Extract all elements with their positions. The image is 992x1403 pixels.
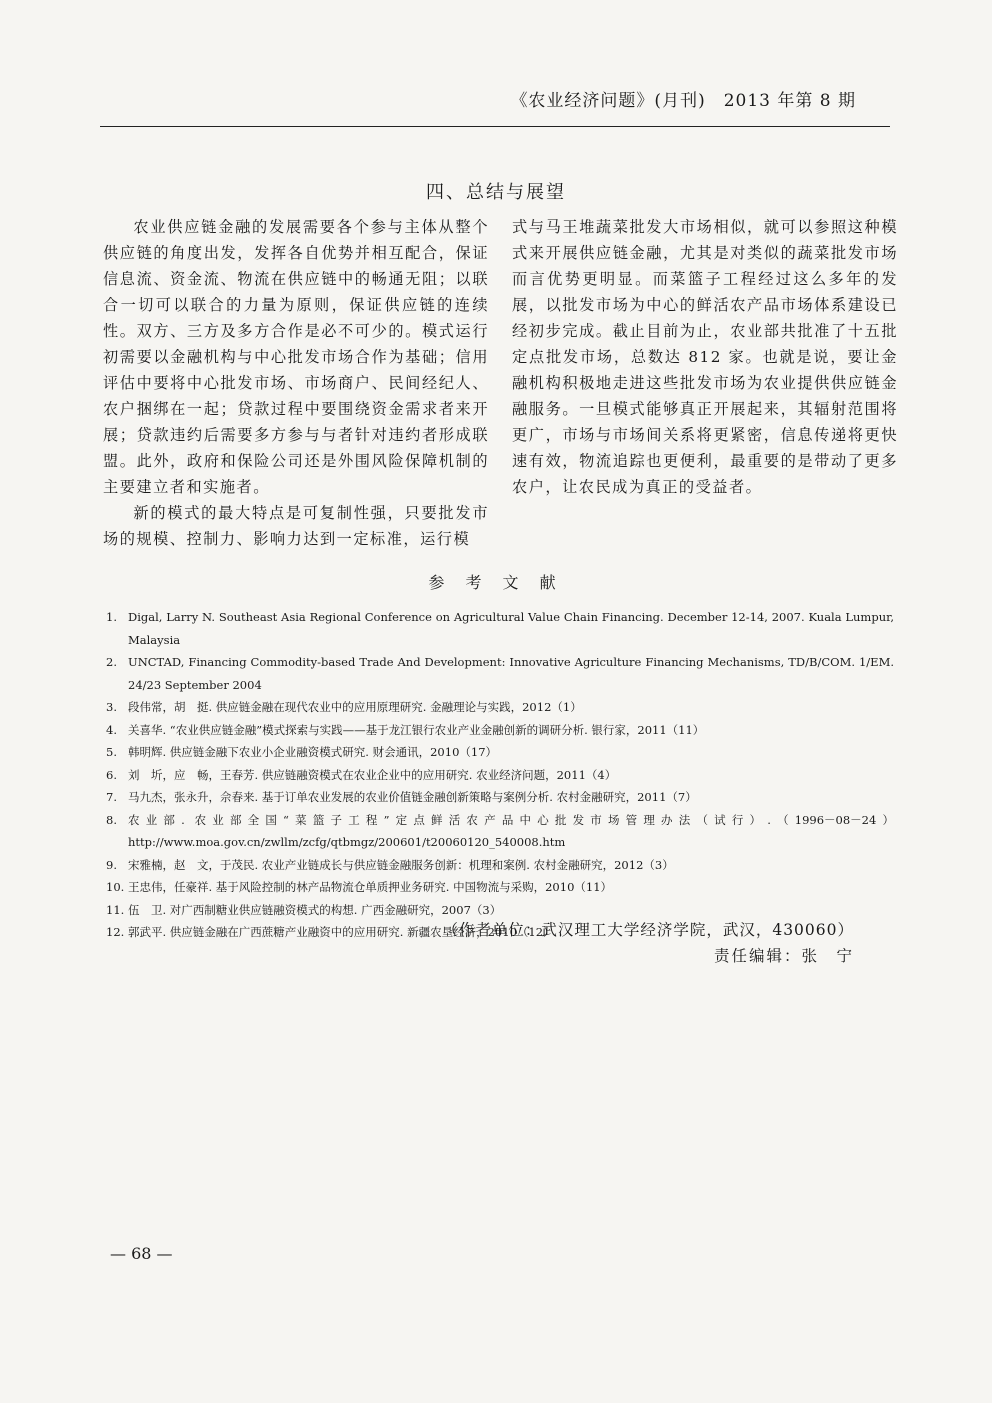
reference-number: 4. [106,722,117,737]
reference-number: 1. [106,610,117,624]
responsible-editor: 责任编辑：张 宁 [713,947,854,965]
reference-item [106,809,894,854]
reference-item [106,741,894,764]
reference-text: 关喜华. “农业供应链金融”模式探索与实践——基于龙江银行农业产业金融创新的调研分析. 银行家，2011（11） [128,722,705,737]
reference-number: 5. [106,745,117,759]
journal-title: 《农业经济问题》(月刊) 2013 年第 8 期 [510,91,856,111]
body-column-left [103,214,489,552]
reference-number: 12. [106,925,125,939]
reference-number: 3. [106,700,117,714]
reference-text: 农业部. 农业部全国“菜篮子工程”定点鲜活农产品中心批发市场管理办法（试行）.（1996－08－24）http://www.moa.gov.cn/zwllm/zcfg/qtbmgz/200601/t20060120_540008.htm [128,812,894,849]
section-title: 四、总结与展望 [426,182,566,203]
reference-item [106,854,894,877]
reference-number: 10. [106,880,125,894]
page-number: — 68 — [110,1244,173,1263]
reference-text: 马九杰，张永升，佘春来. 基于订单农业发展的农业价值链金融创新策略与案例分析. 农村金融研究，2011（7） [128,790,697,804]
reference-text: Digal, Larry N. Southeast Asia Regional Conference on Agricultural Value Chain Financing. December 12-14, 2007. Kuala Lumpur, Malaysia [128,610,894,647]
reference-text: 郭武平. 供应链金融在广西蔗糖产业融资中的应用研究. 新疆农垦经济，2010（12） [128,925,555,939]
reference-item [106,651,894,696]
reference-number: 11. [106,902,125,917]
body-paragraph: 式与马王堆蔬菜批发大市场相似，就可以参照这种模式来开展供应链金融，尤其是对类似的蔬菜批发市场而言优势更明显。而菜篮子工程经过这么多年的发展，以批发市场为中心的鲜活农产品市场体系建设已经初步完成。截止目前为止，农业部共批准了十五批定点批发市场，总数达 812 家。也就是说，要让金融机构积极地走进这些批发市场为农业提供供应链金融服务。一旦模式能够真正开展起来，其辐射范围将更广，市场与市场间关系将更紧密，信息传递将更快速有效，物流追踪也更便利，最重要的是带动了更多农户，让农民成为真正的受益者。 [512,218,898,496]
reference-number: 2. [106,655,117,669]
reference-item [106,764,894,787]
reference-item [106,719,894,742]
page-header [100,82,890,127]
reference-number: 6. [106,767,117,782]
reference-number: 8. [106,812,117,827]
reference-item [106,876,894,899]
body-paragraph: 新的模式的最大特点是可复制性强，只要批发市场的规模、控制力、影响力达到一定标准，运行模 [103,504,489,548]
reference-text: 王忠伟，任豪祥. 基于风险控制的林产品物流仓单质押业务研究. 中国物流与采购，2010（11） [128,880,613,894]
reference-text: 宋雅楠，赵 文，于茂民. 农业产业链成长与供应链金融服务创新：机理和案例. 农村金融研究，2012（3） [128,857,674,872]
reference-text: 段伟常，胡 挺. 供应链金融在现代农业中的应用原理研究. 金融理论与实践，2012（1） [128,700,582,714]
reference-item [106,696,894,719]
references-heading: 参 考 文 献 [428,573,564,592]
body-paragraph: 农业供应链金融的发展需要各个参与主体从整个供应链的角度出发，发挥各自优势并相互配合，保证信息流、资金流、物流在供应链中的畅通无阻；以联合一切可以联合的力量为原则，保证供应链的连续性。双方、三方及多方合作是必不可少的。模式运行初需要以金融机构与中心批发市场合作为基础；信用评估中要将中心批发市场、市场商户、民间经纪人、农户捆绑在一起；贷款过程中要围绕资金需求者来开展；贷款违约后需要多方参与与者针对违约者形成联盟。此外，政府和保险公司还是外围风险保障机制的主要建立者和实施者。 [103,218,489,496]
reference-item [106,606,894,651]
author-affiliation: （作者单位：武汉理工大学经济学院，武汉，430060） [442,921,854,939]
reference-list [106,606,894,944]
reference-item [106,786,894,809]
body-column-right [512,214,898,500]
reference-number: 7. [106,790,117,804]
reference-text: 韩明辉. 供应链金融下农业小企业融资模式研究. 财会通讯，2010（17） [128,745,498,759]
reference-text: 伍 卫. 对广西制糖业供应链融资模式的构想. 广西金融研究，2007（3） [128,902,502,917]
reference-number: 9. [106,857,117,872]
reference-text: UNCTAD, Financing Commodity-based Trade And Development: Innovative Agriculture Financing Mechanisms, TD/B/COM. 1/EM. 24/23 September 2004 [128,655,894,692]
reference-text: 刘 圻，应 畅，王春芳. 供应链融资模式在农业企业中的应用研究. 农业经济问题，2011（4） [128,767,617,782]
